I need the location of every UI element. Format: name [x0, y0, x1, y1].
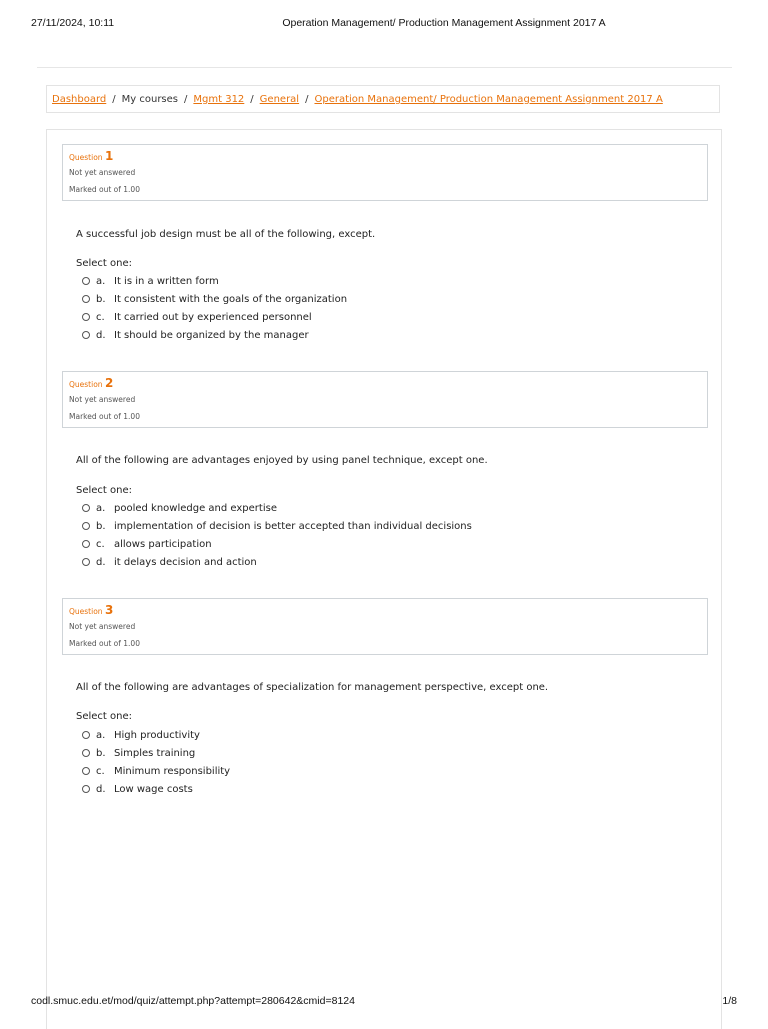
answer-list-3: [82, 726, 230, 798]
question-info-3: [62, 598, 708, 655]
print-footer: [0, 995, 768, 1009]
answer-option[interactable]: d. Low wage costs: [82, 780, 230, 798]
breadcrumb-my-courses: My courses: [121, 93, 179, 105]
answer-option[interactable]: a. pooled knowledge and expertise: [82, 499, 472, 517]
print-date: 27/11/2024, 10:11: [31, 17, 115, 29]
breadcrumb-separator: /: [112, 93, 116, 105]
answer-option[interactable]: b. It consistent with the goals of the organization: [82, 290, 347, 308]
answer-option[interactable]: c. Minimum responsibility: [82, 762, 230, 780]
breadcrumb-separator: /: [250, 93, 254, 105]
question-text-1: A successful job design must be all of the following, except.: [76, 229, 376, 240]
answer-option[interactable]: c. allows participation: [82, 535, 472, 553]
answer-list-1: [82, 272, 347, 344]
breadcrumb: [46, 85, 720, 113]
breadcrumb-course[interactable]: Mgmt 312: [193, 93, 245, 105]
header-divider: [37, 67, 732, 68]
radio-button[interactable]: [82, 558, 90, 566]
question-number: Question 3: [69, 603, 114, 617]
question-number: Question 2: [69, 376, 114, 390]
question-info-2: [62, 371, 708, 428]
answer-option[interactable]: d. it delays decision and action: [82, 553, 472, 571]
breadcrumb-separator: /: [184, 93, 188, 105]
print-header: [0, 17, 768, 31]
question-grade: Marked out of 1.00: [69, 412, 140, 421]
radio-button[interactable]: [82, 277, 90, 285]
radio-button[interactable]: [82, 731, 90, 739]
radio-button[interactable]: [82, 749, 90, 757]
question-text-2: All of the following are advantages enjoyed by using panel technique, except one.: [76, 455, 488, 466]
breadcrumb-quiz[interactable]: Operation Management/ Production Management Assignment 2017 A: [314, 93, 663, 105]
quiz-content: [46, 129, 722, 1029]
select-one-prompt: Select one:: [76, 485, 133, 496]
question-grade: Marked out of 1.00: [69, 185, 140, 194]
print-title: Operation Management/ Production Management Assignment 2017 A: [282, 17, 606, 29]
question-info-1: [62, 144, 708, 201]
answer-option[interactable]: c. It carried out by experienced personnel: [82, 308, 347, 326]
radio-button[interactable]: [82, 331, 90, 339]
radio-button[interactable]: [82, 504, 90, 512]
breadcrumb-general[interactable]: General: [259, 93, 300, 105]
page-number: 1/8: [722, 995, 737, 1007]
radio-button[interactable]: [82, 540, 90, 548]
answer-list-2: [82, 499, 472, 571]
print-url: codl.smuc.edu.et/mod/quiz/attempt.php?attempt=280642&cmid=8124: [31, 995, 355, 1007]
breadcrumb-separator: /: [305, 93, 309, 105]
question-number: Question 1: [69, 149, 114, 163]
radio-button[interactable]: [82, 295, 90, 303]
select-one-prompt: Select one:: [76, 258, 133, 269]
select-one-prompt: Select one:: [76, 711, 133, 722]
question-text-3: All of the following are advantages of specialization for management perspective, except one.: [76, 682, 549, 693]
question-grade: Marked out of 1.00: [69, 639, 140, 648]
radio-button[interactable]: [82, 785, 90, 793]
answer-option[interactable]: a. High productivity: [82, 726, 230, 744]
breadcrumb-dashboard[interactable]: Dashboard: [52, 93, 107, 105]
answer-option[interactable]: a. It is in a written form: [82, 272, 347, 290]
question-state: Not yet answered: [69, 395, 136, 404]
answer-option[interactable]: b. Simples training: [82, 744, 230, 762]
question-state: Not yet answered: [69, 168, 136, 177]
radio-button[interactable]: [82, 522, 90, 530]
radio-button[interactable]: [82, 313, 90, 321]
radio-button[interactable]: [82, 767, 90, 775]
answer-option[interactable]: d. It should be organized by the manager: [82, 326, 347, 344]
question-state: Not yet answered: [69, 622, 136, 631]
answer-option[interactable]: b. implementation of decision is better accepted than individual decisions: [82, 517, 472, 535]
